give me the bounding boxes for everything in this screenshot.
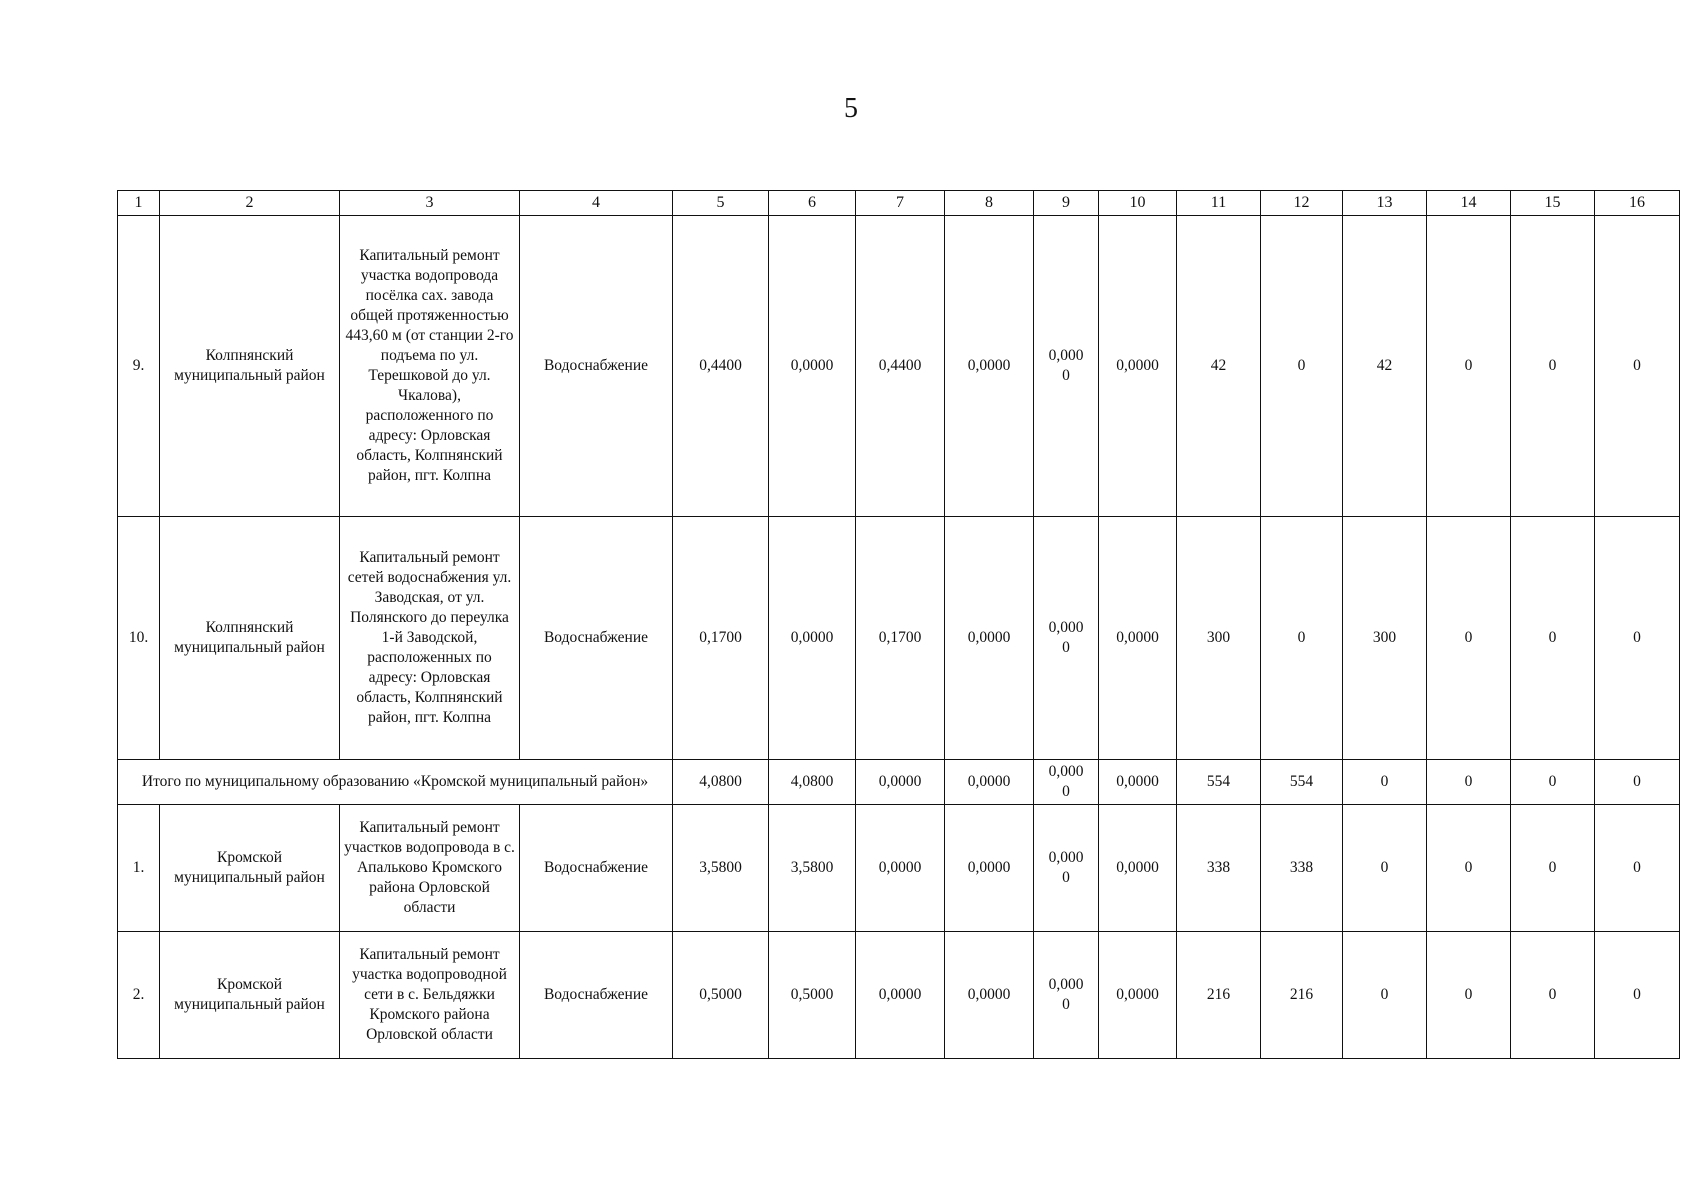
header-cell: 4	[520, 191, 673, 216]
value-cell: 42	[1177, 216, 1261, 517]
value-cell: 300	[1177, 517, 1261, 760]
header-cell: 6	[769, 191, 856, 216]
value-part: 0	[1062, 639, 1070, 656]
district-name: Колпнянский муниципальный район	[160, 517, 340, 760]
page-number: 5	[844, 93, 858, 124]
service-type: Водоснабжение	[520, 932, 673, 1059]
value-cell: 0	[1595, 932, 1680, 1059]
value-cell: 0	[1595, 805, 1680, 932]
value-cell: 0,4400	[856, 216, 945, 517]
header-cell: 10	[1099, 191, 1177, 216]
value-cell: 0	[1427, 517, 1511, 760]
value-cell: 0,0000	[769, 216, 856, 517]
value-cell: 0,5000	[769, 932, 856, 1059]
value-cell: 0,0000	[1099, 760, 1177, 805]
value-cell: 0	[1427, 216, 1511, 517]
value-cell: 554	[1261, 760, 1343, 805]
value-cell: 0,0000	[945, 760, 1034, 805]
value-cell: 0,0000	[856, 932, 945, 1059]
value-cell: 0,0000	[1099, 517, 1177, 760]
value-cell: 0	[1511, 760, 1595, 805]
service-type: Водоснабжение	[520, 517, 673, 760]
value-cell: 0,0000	[945, 932, 1034, 1059]
value-cell: 300	[1343, 517, 1427, 760]
header-cell: 7	[856, 191, 945, 216]
district-name: Кромской муниципальный район	[160, 932, 340, 1059]
value-cell: 338	[1261, 805, 1343, 932]
header-cell: 14	[1427, 191, 1511, 216]
value-cell: 0	[1427, 805, 1511, 932]
table-row	[118, 932, 1680, 1059]
value-cell: 0,5000	[673, 932, 769, 1059]
value-cell: 0,0000	[1099, 932, 1177, 1059]
value-cell: 0	[1343, 932, 1427, 1059]
value-part: 0,000	[1048, 763, 1084, 780]
value-cell: 3,5800	[673, 805, 769, 932]
value-cell-9	[1034, 805, 1099, 932]
total-label: Итого по муниципальному образованию «Кромской муниципальный район»	[118, 760, 673, 805]
value-cell: 3,5800	[769, 805, 856, 932]
row-number: 10.	[118, 517, 160, 760]
value-cell: 0	[1595, 517, 1680, 760]
value-cell: 0,0000	[1099, 216, 1177, 517]
objects-table	[117, 190, 1680, 1059]
row-number: 9.	[118, 216, 160, 517]
value-cell: 0	[1511, 517, 1595, 760]
value-cell: 0	[1427, 760, 1511, 805]
object-description: Капитальный ремонт сетей водоснабжения ул. Заводская, от ул. Полянского до переулка 1-й Заводской, расположенных по адресу: Орловская область, Колпнянский район, пгт. Колпна	[340, 517, 520, 760]
value-cell: 338	[1177, 805, 1261, 932]
value-cell: 4,0800	[673, 760, 769, 805]
value-cell: 0	[1343, 805, 1427, 932]
value-cell: 0,0000	[856, 760, 945, 805]
value-cell: 0	[1511, 805, 1595, 932]
value-cell-9	[1034, 517, 1099, 760]
table-row	[118, 216, 1680, 517]
value-cell: 0,0000	[945, 216, 1034, 517]
value-cell: 0,0000	[945, 517, 1034, 760]
header-row	[118, 191, 1680, 216]
value-cell: 554	[1177, 760, 1261, 805]
value-cell: 0	[1261, 517, 1343, 760]
row-number: 1.	[118, 805, 160, 932]
header-cell: 3	[340, 191, 520, 216]
header-cell: 5	[673, 191, 769, 216]
header-cell: 2	[160, 191, 340, 216]
value-part: 0,000	[1048, 619, 1084, 636]
table-row	[118, 517, 1680, 760]
header-cell: 16	[1595, 191, 1680, 216]
value-cell: 216	[1177, 932, 1261, 1059]
district-name: Кромской муниципальный район	[160, 805, 340, 932]
value-cell: 4,0800	[769, 760, 856, 805]
value-part: 0,000	[1048, 849, 1084, 866]
value-cell-9	[1034, 216, 1099, 517]
value-cell: 0,4400	[673, 216, 769, 517]
value-cell: 0	[1511, 932, 1595, 1059]
header-cell: 12	[1261, 191, 1343, 216]
value-cell: 42	[1343, 216, 1427, 517]
value-cell: 0,1700	[673, 517, 769, 760]
service-type: Водоснабжение	[520, 805, 673, 932]
value-cell: 0,0000	[769, 517, 856, 760]
object-description: Капитальный ремонт участка водопровода посёлка сах. завода общей протяженностью 443,60 м (от станции 2-го подъема по ул. Терешковой до ул. Чкалова), расположенного по адресу: Орловская область, Колпнянский район, пгт. Колпна	[340, 216, 520, 517]
value-cell: 0	[1261, 216, 1343, 517]
header-cell: 8	[945, 191, 1034, 216]
total-row	[118, 760, 1680, 805]
object-description: Капитальный ремонт участков водопровода в с. Апальково Кромского района Орловской области	[340, 805, 520, 932]
value-cell: 0,1700	[856, 517, 945, 760]
value-part: 0	[1062, 996, 1070, 1013]
row-number: 2.	[118, 932, 160, 1059]
value-cell: 0	[1427, 932, 1511, 1059]
value-cell: 0	[1595, 216, 1680, 517]
table-row	[118, 805, 1680, 932]
service-type: Водоснабжение	[520, 216, 673, 517]
value-part: 0	[1062, 367, 1070, 384]
header-cell: 15	[1511, 191, 1595, 216]
district-name: Колпнянский муниципальный район	[160, 216, 340, 517]
header-cell: 13	[1343, 191, 1427, 216]
value-cell: 0,0000	[1099, 805, 1177, 932]
value-cell: 0,0000	[856, 805, 945, 932]
object-description: Капитальный ремонт участка водопроводной сети в с. Бельдяжки Кромского района Орловской области	[340, 932, 520, 1059]
value-cell: 0	[1511, 216, 1595, 517]
header-cell: 1	[118, 191, 160, 216]
value-part: 0,000	[1048, 976, 1084, 993]
value-cell: 0,0000	[945, 805, 1034, 932]
value-part: 0	[1062, 869, 1070, 886]
value-cell: 0	[1595, 760, 1680, 805]
value-cell-9	[1034, 760, 1099, 805]
value-cell: 0	[1343, 760, 1427, 805]
value-cell-9	[1034, 932, 1099, 1059]
header-cell: 9	[1034, 191, 1099, 216]
value-part: 0	[1062, 783, 1070, 800]
value-part: 0,000	[1048, 347, 1084, 364]
value-cell: 216	[1261, 932, 1343, 1059]
header-cell: 11	[1177, 191, 1261, 216]
